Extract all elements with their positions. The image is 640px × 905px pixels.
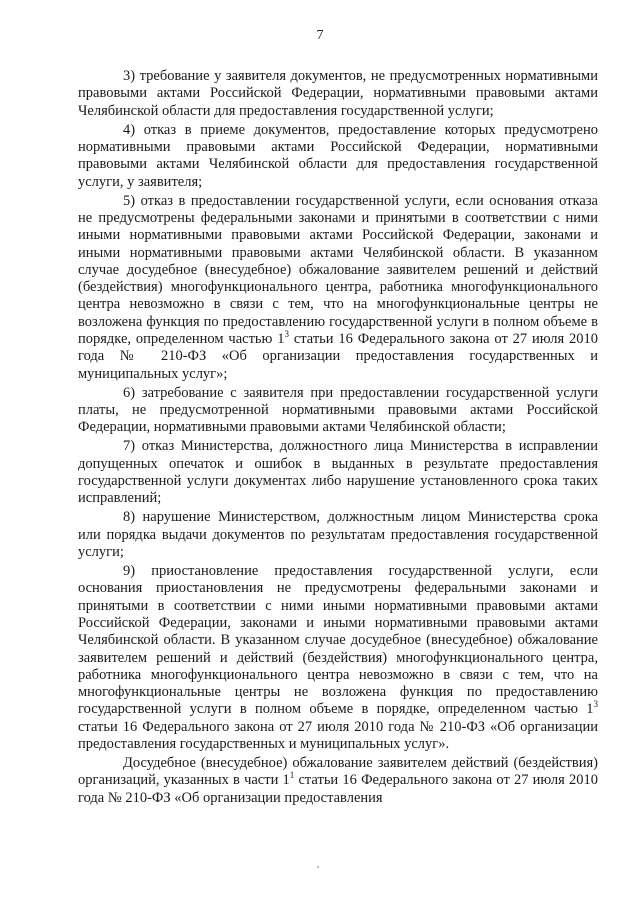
- paragraph-text: статьи 16 Федерального закона от 27 июля 2010 года № 210-ФЗ «Об организации предоставления: [78, 772, 598, 806]
- paragraph-item-9: [78, 563, 598, 753]
- paragraph-item-3: 3) требование у заявителя документов, не предусмотренных нормативными правовыми актами Российской Федерации, нормативными правовыми актами Челябинской области для предоставления государственной услуги;: [78, 68, 598, 119]
- paragraph-text: статьи 16 Федерального закона от 27 июля 2010 года № 210-ФЗ «Об организации предоставления государственных и муниципальных услуг».: [78, 718, 598, 753]
- paragraph-item-5: [78, 193, 598, 383]
- document-body: [78, 68, 598, 809]
- scan-mark: [317, 866, 319, 868]
- paragraph-item-6: 6) затребование с заявителя при предоставлении государственной услуги платы, не предусмотренной нормативными правовыми актами Российской Федерации, нормативными правовыми актами Челябинской области;: [78, 384, 598, 436]
- paragraph-item-8: 8) нарушение Министерством, должностным лицом Министерства срока или порядка выдачи документов по результатам предоставления государственной услуги;: [78, 509, 598, 560]
- paragraph-item-4: 4) отказ в приеме документов, предоставление которых предусмотрено нормативными правовыми актами Российской Федерации, нормативными правовыми актами Челябинской области для предоставления государственной услуги, у заявителя;: [78, 121, 598, 190]
- paragraph-text: статьи 16 Федерального закона от 27 июля 2010 года № 210-ФЗ «Об организации предоставления государственных и муниципальных услуг»;: [78, 331, 598, 382]
- superscript: 3: [593, 699, 598, 710]
- paragraph-text: Досудебное (внесудебное) обжалование заявителем действий (бездействия) организаций, указанных в части 1: [78, 755, 598, 789]
- page-number: 7: [316, 28, 324, 43]
- paragraph-text: 5) отказ в предоставлении государственной услуги, если основания отказа не предусмотрены федеральными законами и принятыми в соответствии с ними иными нормативными правовыми актами Российской Федерации, законами и иными нормативными правовыми актами Челябинской области. В указанном случае досудебное (внесудебное) обжалование заявителем решений и действий (бездействия) многофункционального центра, работника многофункционального центра невозможно в связи с тем, что на многофункциональные центры не возложена функция по предоставлению государственной услуги в полном объеме в порядке, определенном частью 1: [78, 192, 598, 348]
- paragraph-item-7: 7) отказ Министерства, должностного лица Министерства в исправлении допущенных опечаток и ошибок в выданных в результате предоставления государственной услуги документах либо нарушение установленного срока таких исправлений;: [78, 438, 598, 507]
- superscript: 3: [284, 329, 289, 340]
- paragraph-appeal: [78, 755, 598, 807]
- superscript: 1: [289, 770, 295, 781]
- paragraph-text: 9) приостановление предоставления государственной услуги, если основания приостановления не предусмотрены федеральными законами и принятыми в соответствии с ними иными нормативными правовыми актами Российской Федерации, законами и иными нормативными правовыми актами Челябинской области. В указанном случае досудебное (внесудебное) обжалование заявителем решений и действий (бездействия) многофункционального центра, работника многофункционального центра невозможно в связи с тем, что на многофункциональные центры не возложена функция по предоставлению государственной услуги в полном объеме в порядке, определенном частью 1: [78, 563, 598, 718]
